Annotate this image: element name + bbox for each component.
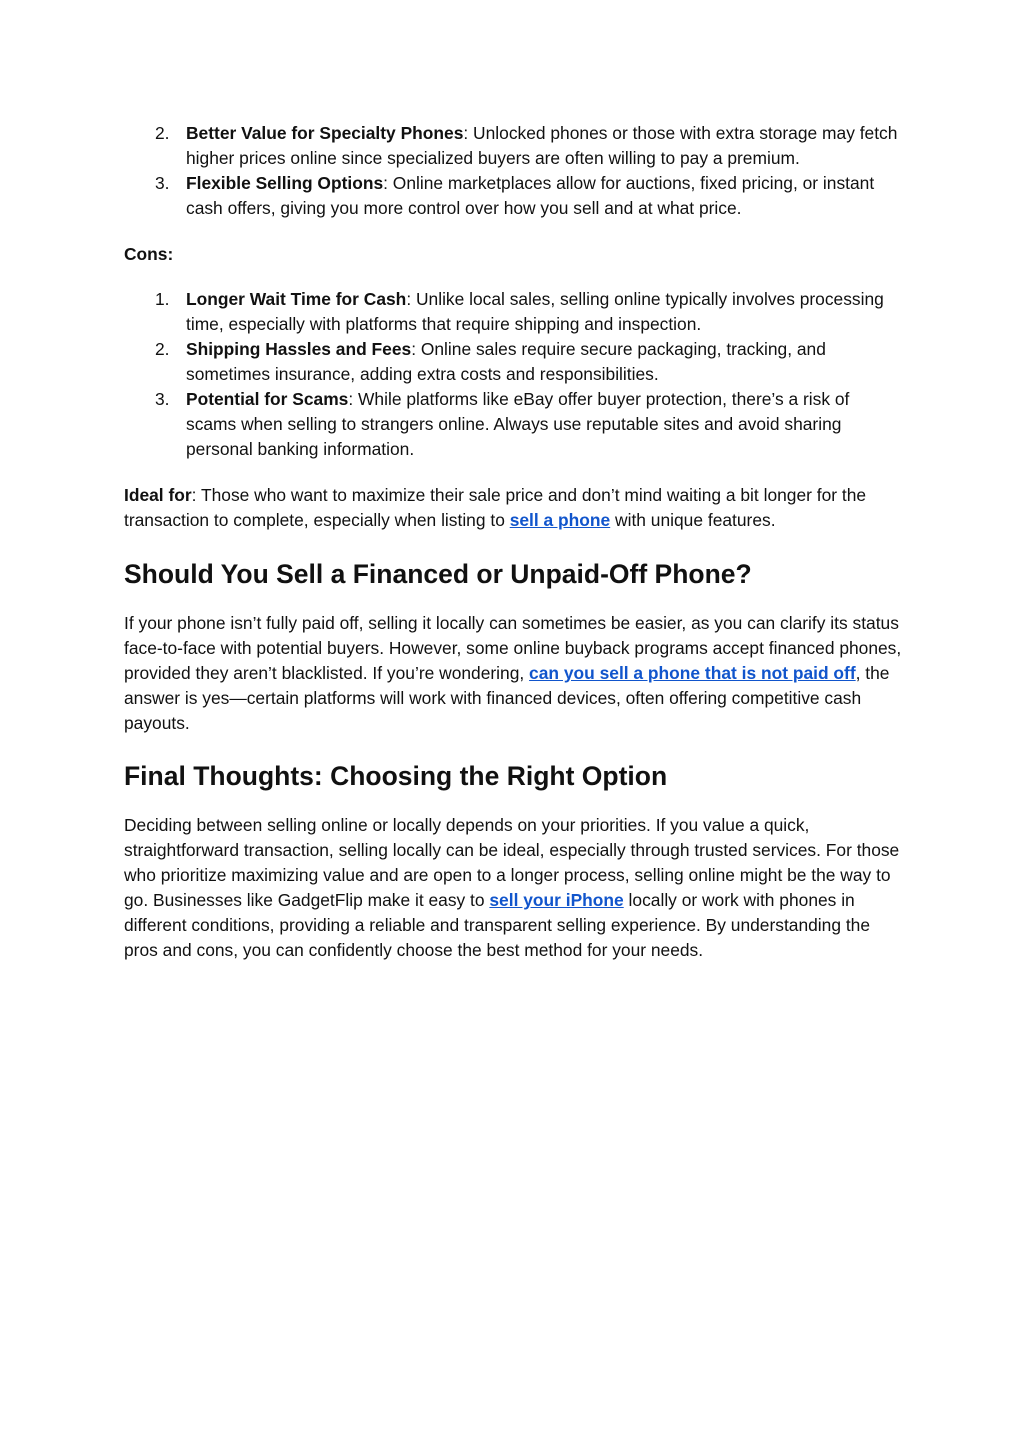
list-item bbox=[124, 121, 904, 171]
list-item-text: : Online marketplaces allow for auctions, fixed pricing, or instant cash offers, giving you more control over how you sell and at what price. bbox=[186, 173, 875, 218]
ideal-for-text: : Those who want to maximize their sale price and don’t mind waiting a bit longer for the transaction to complete, especially when listing to bbox=[124, 485, 867, 530]
cons-label-paragraph bbox=[124, 242, 904, 267]
ideal-for-label: Ideal for bbox=[124, 485, 192, 505]
list-number: 3. bbox=[155, 389, 170, 409]
not-paid-off-link[interactable]: can you sell a phone that is not paid off bbox=[529, 663, 856, 683]
sell-a-phone-link[interactable]: sell a phone bbox=[509, 510, 611, 530]
cons-label: Cons: bbox=[124, 244, 174, 264]
financed-text: If your phone isn’t fully paid off, selling it locally can sometimes be easier, as you can clarify its status face-to-face with potential buyers. However, some online buyback programs accept financed phones, provided they aren’t blacklisted. If you’re wondering, bbox=[124, 613, 902, 683]
list-number: 2. bbox=[155, 123, 170, 143]
list-item bbox=[124, 171, 904, 221]
list-number: 3. bbox=[155, 173, 170, 193]
pros-list-continued bbox=[124, 121, 904, 221]
financed-text-end: , the answer is yes—certain platforms will work with financed devices, often offering competitive cash payouts. bbox=[124, 663, 890, 733]
list-number: 2. bbox=[155, 339, 170, 359]
list-item-title: Longer Wait Time for Cash bbox=[186, 289, 407, 309]
list-item bbox=[124, 387, 904, 462]
list-item-text: : Online sales require secure packaging, tracking, and sometimes insurance, adding extra costs and responsibilities. bbox=[186, 339, 826, 384]
list-item-text: : While platforms like eBay offer buyer protection, there’s a risk of scams when selling to strangers online. Always use reputable sites and avoid sharing personal banking information. bbox=[186, 389, 850, 459]
final-thoughts-paragraph bbox=[124, 813, 904, 963]
list-item-title: Better Value for Specialty Phones bbox=[186, 123, 464, 143]
list-item-text: : Unlocked phones or those with extra storage may fetch higher prices online since specialized buyers are often willing to pay a premium. bbox=[186, 123, 898, 168]
list-item-title: Potential for Scams bbox=[186, 389, 349, 409]
list-item bbox=[124, 287, 904, 337]
ideal-for-paragraph bbox=[124, 483, 904, 533]
ideal-for-text-end: with unique features. bbox=[610, 510, 776, 530]
financed-phone-paragraph bbox=[124, 611, 904, 736]
cons-list bbox=[124, 287, 904, 462]
sell-your-iphone-link[interactable]: sell your iPhone bbox=[489, 890, 624, 910]
list-item bbox=[124, 337, 904, 387]
list-item-text: : Unlike local sales, selling online typically involves processing time, especially with platforms that require shipping and inspection. bbox=[186, 289, 884, 334]
final-text: Deciding between selling online or locally depends on your priorities. If you value a quick, straightforward transaction, selling locally can be ideal, especially through trusted services. For those who prioritize maximizing value and are open to a longer process, selling online might be the way to go. Businesses like GadgetFlip make it easy to bbox=[124, 815, 900, 910]
list-item-title: Shipping Hassles and Fees bbox=[186, 339, 412, 359]
final-thoughts-heading: Final Thoughts: Choosing the Right Option bbox=[124, 761, 668, 791]
list-item-title: Flexible Selling Options bbox=[186, 173, 384, 193]
financed-phone-heading: Should You Sell a Financed or Unpaid-Off Phone? bbox=[124, 559, 752, 589]
final-text-end: locally or work with phones in different conditions, providing a reliable and transparent selling experience. By understanding the pros and cons, you can confidently choose the best method for your needs. bbox=[124, 890, 871, 960]
document-page bbox=[124, 121, 904, 963]
list-number: 1. bbox=[155, 289, 170, 309]
